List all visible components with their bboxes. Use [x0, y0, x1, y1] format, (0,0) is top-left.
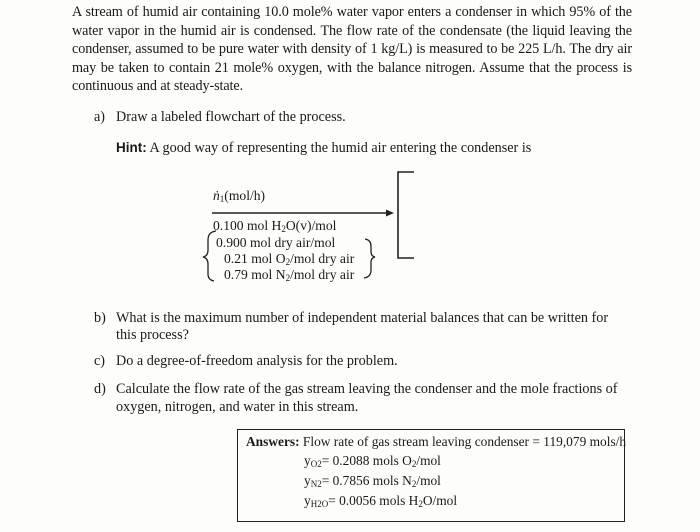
answer-nitrogen: [304, 472, 441, 490]
answer-nitrogen-var: y: [304, 473, 311, 488]
flow-rate-unit: (mol/h): [224, 188, 266, 203]
question-d-line2: oxygen, nitrogen, and water in this stream.: [116, 399, 359, 415]
answer-water: [304, 492, 457, 510]
flow-rate-label: [213, 188, 265, 204]
answer-oxygen-var-sub: O2: [310, 459, 322, 469]
answer-water-var-sub: H2O: [310, 499, 329, 509]
answer-nitrogen-value: = 0.7856 mols N: [321, 473, 412, 488]
hint: [116, 139, 531, 157]
question-b-letter: b): [94, 310, 106, 326]
water-fraction-label: [213, 218, 336, 234]
answer-water-unit: O/mol: [422, 493, 458, 508]
oxygen-fraction-pre: 0.21 mol O: [224, 251, 286, 266]
hint-label: Hint:: [116, 140, 147, 155]
question-b: [94, 309, 654, 349]
answer-oxygen-value-sub: 2: [411, 459, 417, 469]
problem-statement: A stream of humid air containing 10.0 mole% water vapor enters a condenser in which 95% of the water vapor in the humid air is condensed. The flow rate of the condensate (the liquid leaving the condenser, assumed to be pure water with density of 1 kg/L) is measured to be 225 L/h. The dry air may be taken to contain 21 mole% oxygen, with the balance nitrogen. Assume that the process is continuous and at steady-state.: [72, 4, 632, 95]
question-c: [94, 352, 654, 372]
answer-flow-rate-text: Flow rate of gas stream leaving condenser = 119,079 mols/h: [302, 434, 627, 449]
answer-oxygen-var: y: [304, 453, 311, 468]
flow-rate-sub: 1: [219, 194, 225, 204]
question-b-line2: this process?: [116, 327, 189, 343]
question-a-text: Draw a labeled flowchart of the process.: [116, 109, 346, 125]
answers-label: Answers:: [246, 434, 300, 449]
answer-water-value: = 0.0056 mols H: [328, 493, 419, 508]
answer-oxygen-value: = 0.2088 mols O: [321, 453, 412, 468]
answer-nitrogen-var-sub: N2: [310, 479, 322, 489]
answer-flow-rate: [246, 433, 626, 451]
answer-oxygen: [304, 452, 441, 470]
water-fraction-pre: 0.100 mol H: [213, 218, 282, 233]
flow-rate-symbol: ṅ: [213, 188, 220, 203]
answer-nitrogen-value-sub: 2: [411, 479, 417, 489]
answer-water-value-sub: 2: [418, 499, 423, 509]
nitrogen-fraction-post: /mol dry air: [290, 267, 355, 282]
answer-water-var: y: [304, 493, 311, 508]
stream-arrow-head: [386, 210, 394, 217]
nitrogen-fraction-pre: 0.79 mol N: [224, 267, 286, 282]
flowchart: [200, 170, 440, 295]
question-a-letter: a): [94, 109, 106, 125]
question-c-letter: c): [94, 353, 106, 369]
question-d-letter: d): [94, 381, 106, 397]
nitrogen-fraction-label: [224, 267, 354, 283]
question-d-line1: Calculate the flow rate of the gas stream leaving the condenser and the mole fractions of: [116, 381, 618, 397]
question-b-line1: What is the maximum number of independent material balances that can be written for: [116, 310, 609, 326]
question-a: [94, 108, 494, 128]
water-fraction-post: O(v)/mol: [285, 218, 337, 233]
answer-nitrogen-unit: /mol: [416, 473, 441, 488]
right-brace: [364, 239, 375, 278]
hint-text: A good way of representing the humid air entering the condenser is: [149, 140, 532, 156]
oxygen-fraction-label: [224, 251, 354, 267]
nitrogen-fraction-sub: 2: [285, 273, 291, 283]
question-d: [94, 380, 674, 420]
left-brace: [203, 231, 216, 281]
water-fraction-sub: 2: [281, 224, 286, 234]
condenser-box: [398, 172, 414, 258]
oxygen-fraction-sub: 2: [285, 257, 291, 267]
question-c-text: Do a degree-of-freedom analysis for the problem.: [116, 353, 398, 369]
dry-air-fraction-label: 0.900 mol dry air/mol: [216, 235, 336, 250]
answers-box: [237, 429, 625, 522]
answer-oxygen-unit: /mol: [416, 453, 441, 468]
oxygen-fraction-post: /mol dry air: [290, 251, 355, 266]
